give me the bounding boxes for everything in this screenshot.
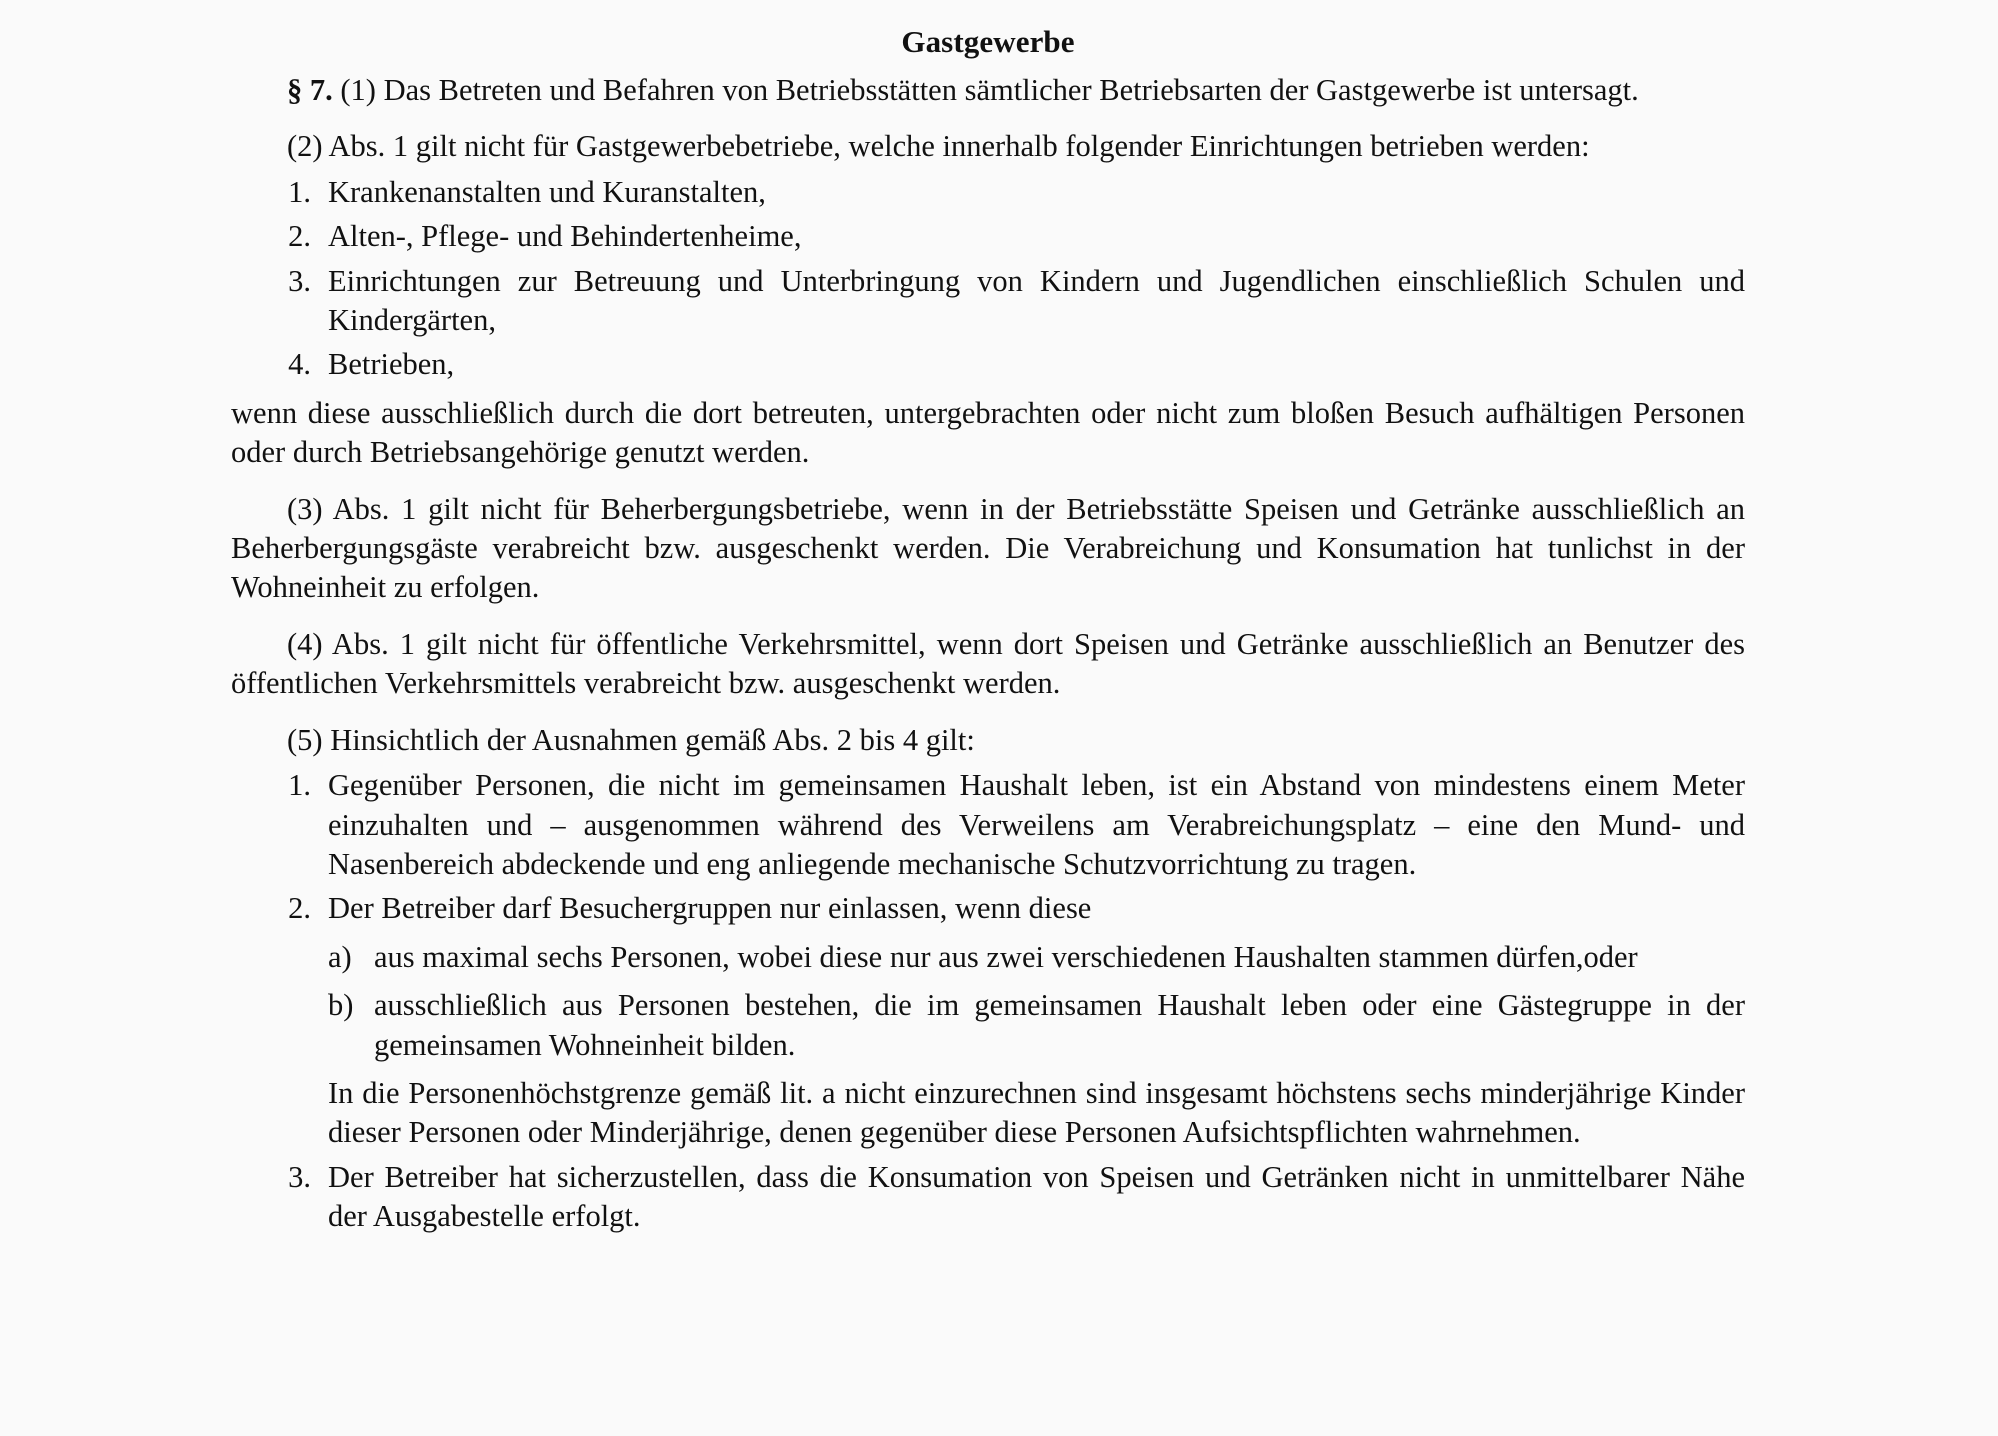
- list-item-marker: 1.: [288, 768, 311, 803]
- sub-list-item: [328, 938, 1745, 977]
- paragraph-2-closing: wenn diese ausschließlich durch die dort betreuten, untergebrachten oder nicht zum bloßen Besuch aufhältigen Personen oder durch Betriebsangehörige genutzt werden.: [231, 395, 1745, 470]
- list-item-text: Der Betreiber darf Besuchergruppen nur einlassen, wenn diese: [328, 891, 1092, 926]
- paragraph-2-intro: (2) Abs. 1 gilt nicht für Gastgewerbebetriebe, welche innerhalb folgender Einrichtungen betrieben werden:: [287, 129, 1590, 164]
- paragraph-5-intro: (5) Hinsichtlich der Ausnahmen gemäß Abs. 2 bis 4 gilt:: [287, 722, 975, 757]
- paragraph-5-item2-note: In die Personenhöchstgrenze gemäß lit. a nicht einzurechnen sind insgesamt höchstens sechs minderjährige Kinder dieser Personen oder Minderjährige, denen gegenüber diese Personen Aufsichtspflichten wahrnehmen.: [328, 1075, 1745, 1150]
- paragraph-4: (4) Abs. 1 gilt nicht für öffentliche Verkehrsmittel, wenn dort Speisen und Getränke ausschließlich an Benutzer des öffentlichen Verkehrsmittels verabreicht bzw. ausgeschenkt werden.: [231, 626, 1745, 701]
- list-item: [231, 345, 1745, 384]
- list-item-marker: 3.: [288, 263, 311, 298]
- list-item: [231, 262, 1745, 341]
- list-item-marker: 2.: [288, 891, 311, 926]
- paragraph-3: (3) Abs. 1 gilt nicht für Beherbergungsbetriebe, wenn in der Betriebsstätte Speisen und Getränke ausschließlich an Beherbergungsgäste verabreicht bzw. ausgeschenkt werden. Die Verabreichung und Konsumation hat tunlichst in der Wohneinheit zu erfolgen.: [231, 491, 1745, 605]
- list-item: [231, 217, 1745, 256]
- sub-list-item: [328, 986, 1745, 1065]
- list-item-text: Betrieben,: [328, 347, 455, 382]
- paragraph-5-list: [231, 766, 1745, 1236]
- list-item-text: Gegenüber Personen, die nicht im gemeinsamen Haushalt leben, ist ein Abstand von mindestens einem Meter einzuhalten und – ausgenommen während des Verweilens am Verabreichungsplatz – eine den Mund- und Nasenbereich abdeckende und eng anliegende mechanische Schutzvorrichtung zu tragen.: [328, 768, 1745, 881]
- list-item-text: Der Betreiber hat sicherzustellen, dass die Konsumation von Speisen und Getränken nicht in unmittelbarer Nähe der Ausgabestelle erfolgt.: [328, 1159, 1745, 1234]
- list-item-text: Alten-, Pflege- und Behindertenheime,: [328, 219, 802, 254]
- sub-list-item-text: aus maximal sechs Personen, wobei diese nur aus zwei verschiedenen Haushalten stammen dürfen,oder: [374, 939, 1638, 974]
- sub-list-item-marker: a): [328, 939, 352, 974]
- section-marker: § 7.: [287, 73, 333, 107]
- list-item-marker: 3.: [288, 1159, 311, 1194]
- list-item: [231, 766, 1745, 884]
- list-item-marker: 1.: [288, 174, 311, 209]
- list-item-marker: 2.: [288, 219, 311, 254]
- list-item: [231, 1158, 1745, 1237]
- list-item-marker: 4.: [288, 347, 311, 382]
- paragraph-1: [231, 71, 1745, 110]
- sub-list-item-marker: b): [328, 988, 354, 1023]
- list-item: [231, 173, 1745, 212]
- sub-list-item-text: ausschließlich aus Personen bestehen, die im gemeinsamen Haushalt leben oder eine Gästegruppe in der gemeinsamen Wohneinheit bilden.: [374, 988, 1745, 1062]
- paragraph-5-sublist: [328, 938, 1745, 1065]
- list-item-text: Einrichtungen zur Betreuung und Unterbringung von Kindern und Jugendlichen einschließlich Schulen und Kindergärten,: [328, 263, 1745, 338]
- paragraph-2-list: [231, 173, 1745, 385]
- list-item-text: Krankenanstalten und Kuranstalten,: [328, 174, 766, 209]
- list-item: [231, 889, 1745, 1152]
- paragraph-1-text: (1) Das Betreten und Befahren von Betriebsstätten sämtlicher Betriebsarten der Gastgewerbe ist untersagt.: [340, 73, 1639, 107]
- page-title: Gastgewerbe: [901, 24, 1075, 59]
